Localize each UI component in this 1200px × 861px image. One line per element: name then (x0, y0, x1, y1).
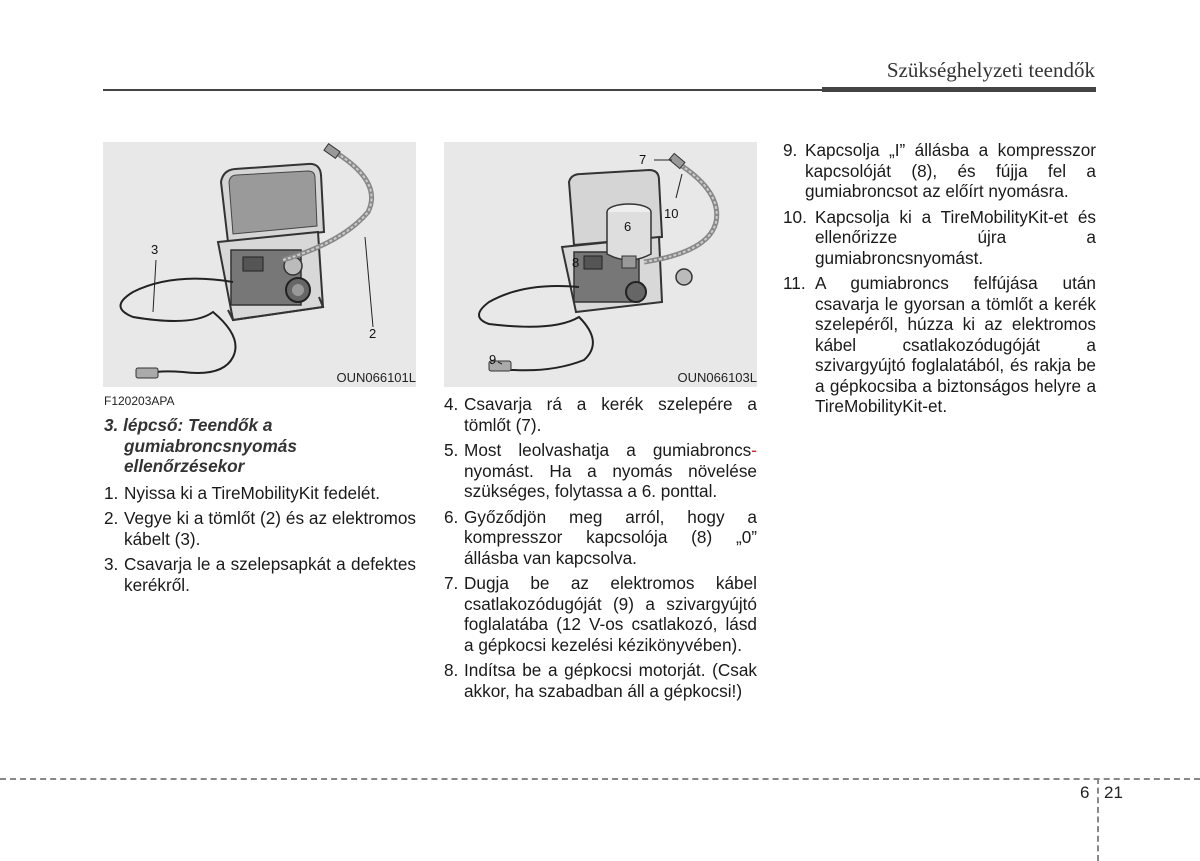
list-item: 5. Most leolvashatja a gumiabroncs- nyomást. Ha a nyomás növelése szükséges, folytassa a 6. ponttal. (444, 440, 757, 501)
tire-kit-illustration (103, 142, 416, 387)
step-title: 3. lépcső: Teendők a gumiabroncsnyomás ellenőrzésekor (104, 415, 297, 476)
chapter-number: 6 (1080, 783, 1090, 802)
footer-divider (0, 778, 1200, 780)
callout-3: 3 (151, 242, 159, 257)
header-rule-accent (822, 87, 1096, 92)
list-item: 7. Dugja be az elektromos kábel csatlakozódugóját (9) a szivargyújtó foglalatába (12 V-os csatlakozó, lásd a gépkocsi kezelési kézikönyvében). (444, 573, 757, 655)
list-item: 1. Nyissa ki a TireMobilityKit fedelét. (104, 482, 380, 503)
callout-8: 8 (572, 255, 580, 270)
list-item: 2. Vegye ki a tömlőt (2) és az elektromos kábelt (3). (104, 508, 416, 549)
caption-code: F120203APA (104, 394, 175, 408)
list-item: 11. A gumiabroncs felfújása után csavarja le gyorsan a tömlőt a kerék szelepéről, húzza ki az elektromos kábel csatlakozódugóját a szivargyújtó foglalatából, és rakja be a gépkocsiba a biztonságos helyre a TireMobilityKit-et. (783, 273, 1096, 416)
figure-tire-kit-compressor (444, 142, 757, 387)
list-item: 4. Csavarja rá a kerék szelepére a tömlőt (7). (444, 394, 757, 435)
list-item: 3. Csavarja le a szelepsapkát a defektes kerékről. (104, 554, 416, 595)
figure-code: OUN066103L (677, 370, 757, 385)
list-item: 10. Kapcsolja ki a TireMobilityKit-et és ellenőrizze újra a gumiabroncsnyomást. (783, 206, 1096, 268)
callout-10: 10 (664, 206, 679, 221)
callout-2: 2 (369, 326, 377, 341)
page-number: 21 (1104, 783, 1123, 802)
callout-9: 9 (489, 352, 497, 367)
page-header-title: Szükséghelyzeti teendők (886, 58, 1095, 82)
figure-code: OUN066101L (336, 370, 416, 385)
footer-separator (1097, 778, 1099, 861)
list-item: 9. Kapcsolja „I” állásba a kompresszor kapcsolóját (8), és fújja fel a gumiabroncsot az előírt nyomásra. (783, 140, 1096, 201)
column-3 (783, 140, 1096, 422)
callout-6: 6 (624, 219, 632, 234)
figure-tire-kit-open (103, 142, 416, 387)
column-2 (444, 394, 757, 706)
list-item: 8. Indítsa be a gépkocsi motorját. (Csak akkor, ha szabadban áll a gépkocsi!) (444, 660, 757, 701)
column-1 (104, 415, 416, 600)
list-item: 6. Győződjön meg arról, hogy a kompresszor kapcsolója (8) „0” állásba van kapcsolva. (444, 506, 757, 568)
callout-7: 7 (639, 152, 647, 167)
compressor-illustration (444, 142, 757, 387)
